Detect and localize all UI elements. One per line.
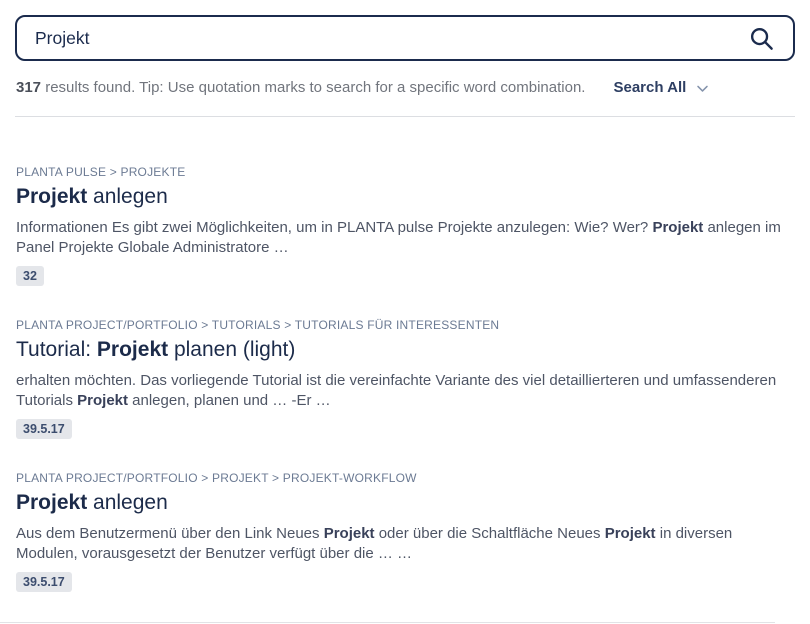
results-summary bbox=[16, 79, 585, 97]
search-scope-label: Search All bbox=[613, 79, 687, 96]
search-result-item bbox=[16, 318, 794, 439]
results-tip: results found. Tip: Use quotation marks to search for a specific word combination. bbox=[41, 79, 586, 96]
search-scope-dropdown[interactable] bbox=[613, 79, 710, 97]
chevron-down-icon bbox=[695, 81, 710, 96]
results-list bbox=[16, 165, 794, 592]
results-divider bbox=[15, 116, 795, 117]
search-result-item bbox=[16, 471, 794, 592]
search-result-item bbox=[16, 165, 794, 286]
search-results-page bbox=[0, 15, 810, 624]
result-title-link[interactable]: Tutorial: Projekt planen (light) bbox=[16, 338, 296, 361]
result-title-link[interactable]: Projekt anlegen bbox=[16, 185, 168, 208]
search-input[interactable] bbox=[35, 28, 748, 49]
result-description: erhalten möchten. Das vorliegende Tutorial ist die vereinfachte Variante des viel detaillierteren und umfassenderen Tutorials Projekt anlegen, planen und … -Er … bbox=[16, 372, 777, 409]
next-result-divider bbox=[0, 622, 775, 623]
breadcrumb: PLANTA PULSE > PROJEKTE bbox=[16, 165, 186, 179]
search-bar[interactable] bbox=[15, 15, 795, 61]
breadcrumb: PLANTA PROJECT/PORTFOLIO > PROJEKT > PROJEKT-WORKFLOW bbox=[16, 471, 417, 485]
search-icon bbox=[748, 25, 775, 52]
result-description: Informationen Es gibt zwei Möglichkeiten, um in PLANTA pulse Projekte anzulegen: Wie? Wer? Projekt anlegen im Panel Projekte Globale Administratore … bbox=[16, 219, 781, 256]
result-description: Aus dem Benutzermenü über den Link Neues Projekt oder über die Schaltfläche Neues Projekt in diversen Modulen, vorausgesetzt der Benutzer verfügt über die … … bbox=[16, 525, 733, 562]
result-version-badge: 39.5.17 bbox=[16, 572, 72, 592]
search-button[interactable] bbox=[748, 25, 775, 52]
result-version-badge: 39.5.17 bbox=[16, 419, 72, 439]
results-count: 317 bbox=[16, 79, 42, 96]
result-title-link[interactable]: Projekt anlegen bbox=[16, 491, 168, 514]
result-version-badge: 32 bbox=[16, 266, 44, 286]
results-meta-row bbox=[16, 79, 794, 97]
breadcrumb: PLANTA PROJECT/PORTFOLIO > TUTORIALS > TUTORIALS FÜR INTERESSENTEN bbox=[16, 318, 500, 332]
